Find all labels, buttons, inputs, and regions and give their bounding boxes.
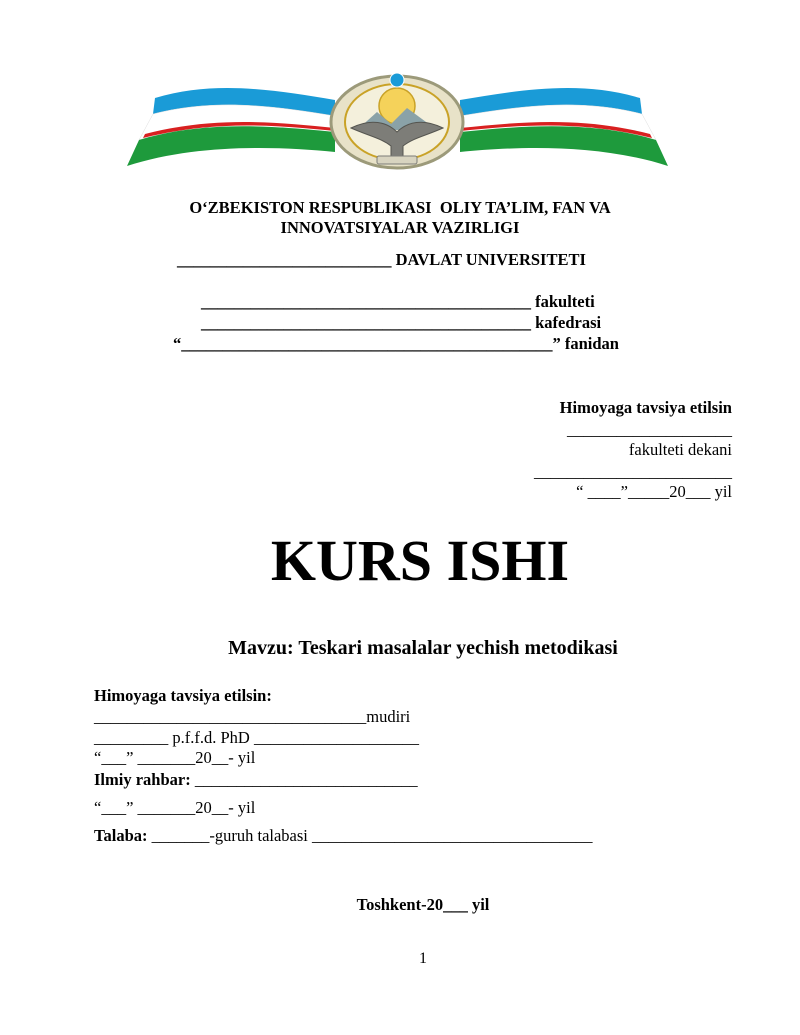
ministry-line-1: O‘ZBEKISTON RESPUBLIKASI OLIY TA’LIM, FAN VA [189,198,611,217]
head-sign-line: _________________________________mudiri [94,707,411,726]
bottom-approval-heading: Himoyaga tavsiya etilsin: [94,686,272,705]
student-label: Talaba: [94,826,148,845]
supervisor-label: Ilmiy rahbar: [94,770,191,789]
city-year: Toshkent-20___ yil [356,895,490,914]
approval-sign-line: ____________________ [567,420,732,439]
faculty-line: ________________________________________ fakulteti [201,292,595,311]
document-title: KURS ISHI [270,528,570,593]
phd-line: _________ p.f.f.d. PhD ____________________ [94,728,419,747]
page-number: 1 [419,950,427,967]
date-line-1: “___” _______20__- yil [94,748,256,767]
approval-date: “ ____”_____20___ yil [576,482,732,501]
dean-sign-line: ________________________ [534,462,732,481]
date-line-2: “___” _______20__- yil [94,798,256,817]
state-emblem-icon [125,70,670,170]
approval-heading: Himoyaga tavsiya etilsin [559,398,732,417]
emblem-crescent [390,73,404,87]
emblem-ribbon-band [377,156,417,164]
department-line: ________________________________________ kafedrasi [201,313,602,332]
supervisor-sign-line: ___________________________ [190,770,418,789]
student-row [94,826,593,846]
supervisor-row [94,770,418,790]
dean-label: fakulteti dekani [628,440,732,459]
university-line: __________________________ DAVLAT UNIVERSITETI [177,250,586,269]
ministry-line-2: INNOVATSIYALAR VAZIRLIGI [280,218,520,237]
subject-line: “_____________________________________________” fanidan [173,334,619,353]
topic-line: Mavzu: Teskari masalalar yechish metodikasi [228,637,618,659]
student-sign-line: _______-guruh talabasi __________________________________ [147,826,593,845]
